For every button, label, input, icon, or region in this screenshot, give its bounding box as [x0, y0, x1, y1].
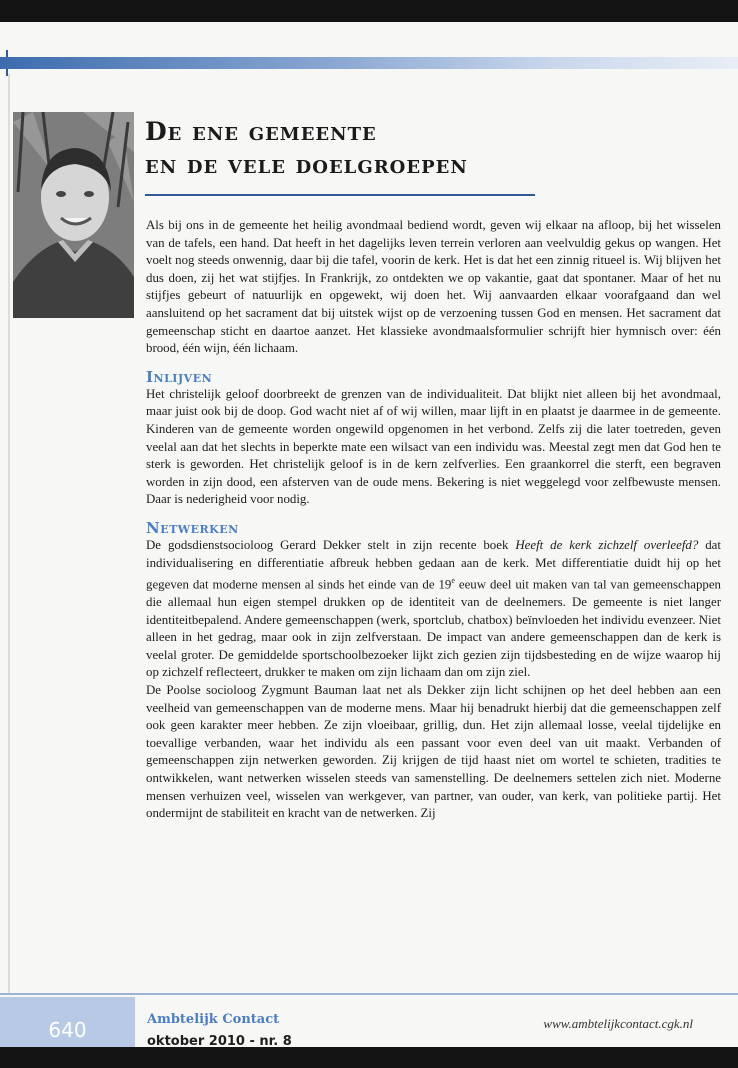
- title-line-1: De ene gemeente: [145, 117, 377, 146]
- section-inlijven-paragraph: Het christelijk geloof doorbreekt de grenzen van de individualiteit. Dat blijkt niet alleen bij het avondmaal, maar juist ook bij de doop. God wacht niet af of wij willen, maar lijft in en plaatst je daarmee in de gemeente. Kinderen van de gemeente worden ongewild opgenomen in het verbond. Zelfs zij die later toetreden, geven veelal aan dat het slechts in beperkte mate een wilsact van een individu was. Meestal zegt men dat God hen te sterk is geworden. Het christelijk geloof is in de kern zelfverlies. Een graankorrel die sterft, een begraven worden in zijn dood, een afsterven van de oude mens. Bekering is niet weggelegd voor zelfbewuste mensen. Daar is nederigheid voor nodig.: [146, 386, 721, 507]
- section-heading-netwerken: Netwerken: [146, 518, 239, 537]
- netwerken-text-start: De godsdienstsocioloog Gerard Dekker stelt in zijn recente boek: [146, 537, 516, 552]
- header-color-bar: [0, 57, 738, 69]
- section-netwerken-paragraph: [146, 537, 721, 682]
- intro-paragraph: Als bij ons in de gemeente het heilig avondmaal bediend wordt, geven wij elkaar na afloop, bij het wisselen van de tafels, een hand. Dat heeft in het dagelijks leven terrein verloren aan veelvuldig gekus op wangen. Het voelt nog steeds onwennig, daar bij die tafel, voorin de kerk. Het is dat het een zinnig ritueel is. Wij blijven het dus doen, zij het wat stijfjes. In Frankrijk, zo ontdekten we op vakantie, gaat dat spontaner. Maar of het nu stijfjes gebeurt of natuurlijk en opgewekt, wij doen het. Wij aanvaarden elkaar voorafgaand dan wel aansluitend op het sacrament dat bij uitstek wijst op de verzoening tussen God en mensen. Het sacrament dat gemeenschap sticht en daartoe aanzet. Het klassieke avondmaalsformulier schrijft hier hymnisch over: één brood, één wijn, één lichaam.: [146, 218, 721, 356]
- website-url: www.ambtelijkcontact.cgk.nl: [543, 1016, 693, 1031]
- issue-date: oktober 2010 - nr. 8: [147, 1034, 292, 1047]
- author-photo: [13, 112, 134, 318]
- book-title: Heeft de kerk zichzelf overleefd?: [515, 537, 699, 552]
- author-portrait-image: [13, 112, 134, 318]
- title-line-2: en de vele doelgroepen: [145, 150, 468, 179]
- netwerken-text-end: eeuw deel uit maken van tal van gemeenschappen die allemaal hun eigen stempel drukken op de identiteit van de deelnemers. De gemeente is niet langer identiteitbepalend. Andere gemeenschappen (werk, sportclub, chatbox) beïnvloeden het individu evenzeer. Niet alleen in het gedrag, maar ook in zijn zelfverstaan. De impact van andere gemeenschappen dan de kerk is veelal groter. De gemiddelde sportschoolbezoeker lijkt zich gezien zijn tijdsbesteding en de wijze waarop hij op zichzelf reflecteert, drukker te maken om zijn lichaam dan om zijn ziel.: [146, 577, 721, 680]
- netwerken-text-mid: dat individualisering en differentiatie afbreuk hebben gedaan aan de kerk. Met differentiatie duidt hij op het gegeven dat moderne mensen al sinds het einde van de 19: [146, 537, 721, 592]
- article-title: [145, 115, 585, 181]
- century-superscript: e: [451, 576, 455, 586]
- magazine-page: [0, 22, 738, 1047]
- publication-name: Ambtelijk Contact: [147, 1012, 280, 1027]
- article-body: [146, 217, 721, 823]
- title-underline: [145, 194, 535, 196]
- margin-rule: [8, 74, 10, 994]
- footer-rule: [0, 993, 738, 995]
- page-number: 640: [48, 1018, 87, 1042]
- bauman-paragraph: De Poolse socioloog Zygmunt Bauman laat net als Dekker zijn licht schijnen op het deel hebben aan een veelheid van gemeenschappen van de moderne mens. Maar hij benadrukt hierbij dat die gemeenschappen zelf ook geen karakter meer hebben. Ze zijn vloeibaar, grillig, dun. Het zijn allemaal losse, veelal tijdelijke en toevallige verbanden, waar het individu als een passant voor even deel van uit maakt. Verbanden of gemeenschappen zijn netwerken geworden. Zij krijgen de tijd haast niet om wortel te schieten, tradities te ontwikkelen, want netwerken wisselen steeds van samenstelling. De deelnemers settelen zich niet. Moderne mensen verhuizen veel, wisselen van werkgever, van partner, van ouder, van kerk, van politieke partij. Het ondermijnt de stabiliteit en kracht van de netwerken. Zij: [146, 682, 721, 821]
- section-heading-inlijven: Inlijven: [146, 367, 213, 386]
